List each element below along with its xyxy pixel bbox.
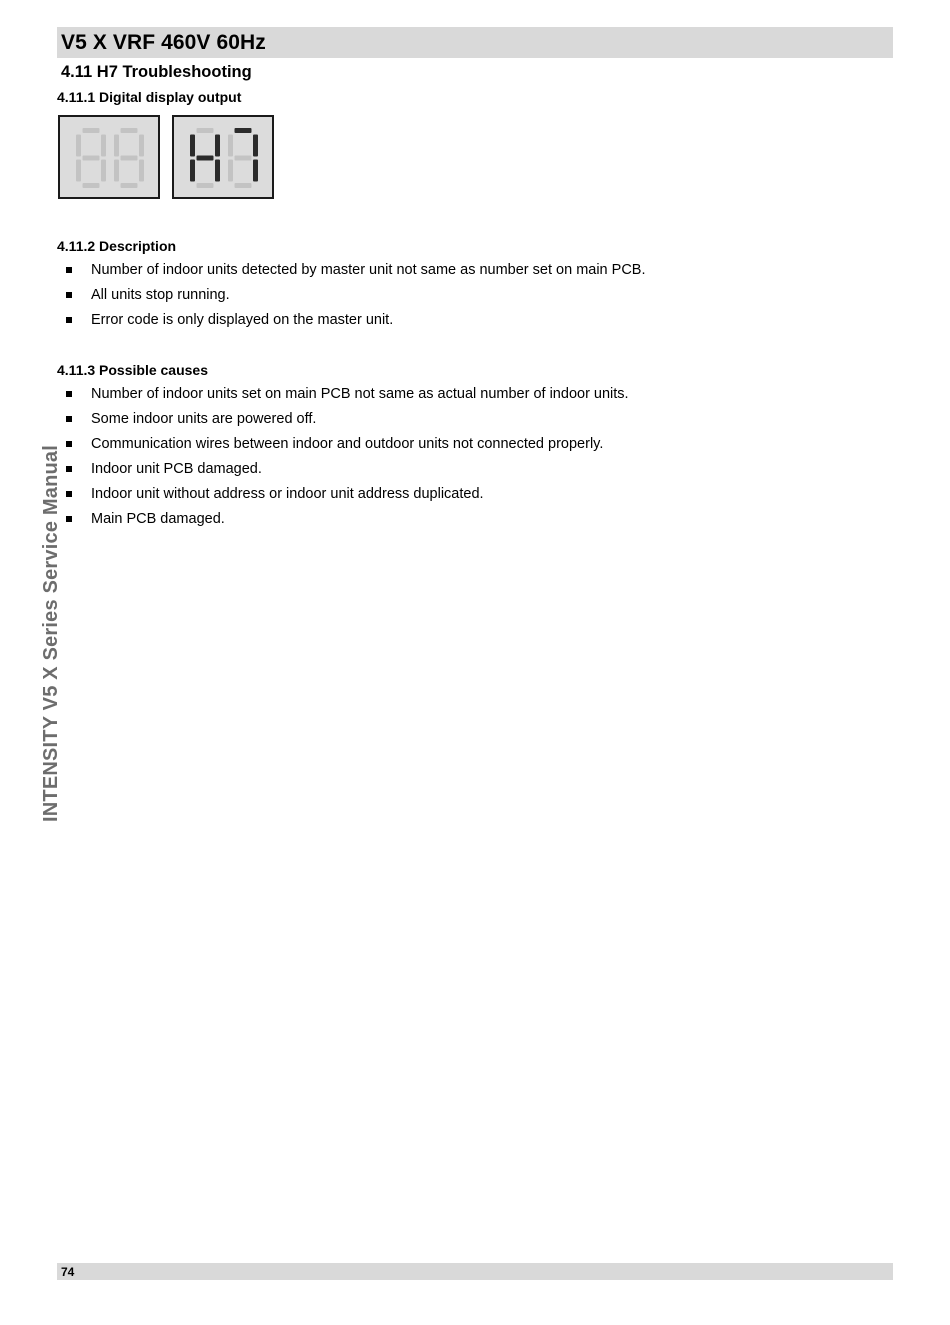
section-title: 4.11 H7 Troubleshooting (61, 63, 252, 81)
document-title: V5 X VRF 460V 60Hz (61, 31, 266, 54)
segment-b-unlit (101, 135, 106, 157)
page-number: 74 (61, 1265, 75, 1279)
list-item-text: Number of indoor units detected by master unit not same as number set on main PCB. (91, 262, 646, 278)
segment-a-lit (235, 128, 252, 133)
segment-g-unlit (83, 156, 100, 161)
bullet-icon (66, 491, 72, 497)
segment-b-unlit (139, 135, 144, 157)
bullet-icon (66, 267, 72, 273)
list-item (66, 382, 629, 407)
display-output-title: 4.11.1 Digital display output (57, 89, 242, 105)
digital-display-h7 (172, 115, 274, 199)
segment-e-unlit (76, 160, 81, 182)
segment-a-unlit (121, 128, 138, 133)
list-item-text: Indoor unit PCB damaged. (91, 461, 262, 477)
list-item (66, 482, 629, 507)
bullet-icon (66, 466, 72, 472)
list-item (66, 432, 629, 457)
bullet-icon (66, 317, 72, 323)
possible-causes-title: 4.11.3 Possible causes (57, 362, 208, 378)
segment-c-unlit (101, 160, 106, 182)
list-item-text: All units stop running. (91, 287, 230, 303)
bullet-icon (66, 391, 72, 397)
segment-e-lit (190, 160, 195, 182)
list-item-text: Indoor unit without address or indoor unit address duplicated. (91, 486, 484, 502)
segment-b-lit (253, 135, 258, 157)
segment-g-unlit (121, 156, 138, 161)
segment-c-unlit (139, 160, 144, 182)
segment-d-unlit (83, 183, 100, 188)
list-item (66, 507, 629, 532)
list-item-text: Some indoor units are powered off. (91, 411, 317, 427)
list-item-text: Error code is only displayed on the master unit. (91, 312, 394, 328)
segment-e-unlit (114, 160, 119, 182)
description-title: 4.11.2 Description (57, 238, 177, 254)
description-list (66, 258, 646, 333)
segment-e-unlit (228, 160, 233, 182)
segment-a-unlit (83, 128, 100, 133)
seven-segment-display-1 (60, 117, 158, 197)
segment-g-unlit (235, 156, 252, 161)
possible-causes-list (66, 382, 629, 532)
bullet-icon (66, 416, 72, 422)
segment-f-unlit (228, 135, 233, 157)
bullet-icon (66, 441, 72, 447)
bullet-icon (66, 516, 72, 522)
list-item-text: Main PCB damaged. (91, 511, 225, 527)
segment-d-unlit (121, 183, 138, 188)
digital-display-unlit (58, 115, 160, 199)
list-item (66, 283, 646, 308)
bullet-icon (66, 292, 72, 298)
list-item (66, 407, 629, 432)
list-item-text: Communication wires between indoor and outdoor units not connected properly. (91, 436, 604, 452)
seven-segment-display-2 (174, 117, 272, 197)
segment-f-unlit (114, 135, 119, 157)
list-item (66, 457, 629, 482)
list-item-text: Number of indoor units set on main PCB not same as actual number of indoor units. (91, 386, 629, 402)
segment-c-lit (253, 160, 258, 182)
segment-c-lit (215, 160, 220, 182)
segment-b-lit (215, 135, 220, 157)
segment-f-unlit (76, 135, 81, 157)
segment-a-unlit (197, 128, 214, 133)
footer-bar (57, 1263, 893, 1280)
segment-g-lit (197, 156, 214, 161)
segment-f-lit (190, 135, 195, 157)
segment-d-unlit (235, 183, 252, 188)
sidebar-manual-title: INTENSITY V5 X Series Service Manual (40, 445, 62, 822)
header-bar (57, 27, 893, 58)
list-item (66, 258, 646, 283)
segment-d-unlit (197, 183, 214, 188)
list-item (66, 308, 646, 333)
